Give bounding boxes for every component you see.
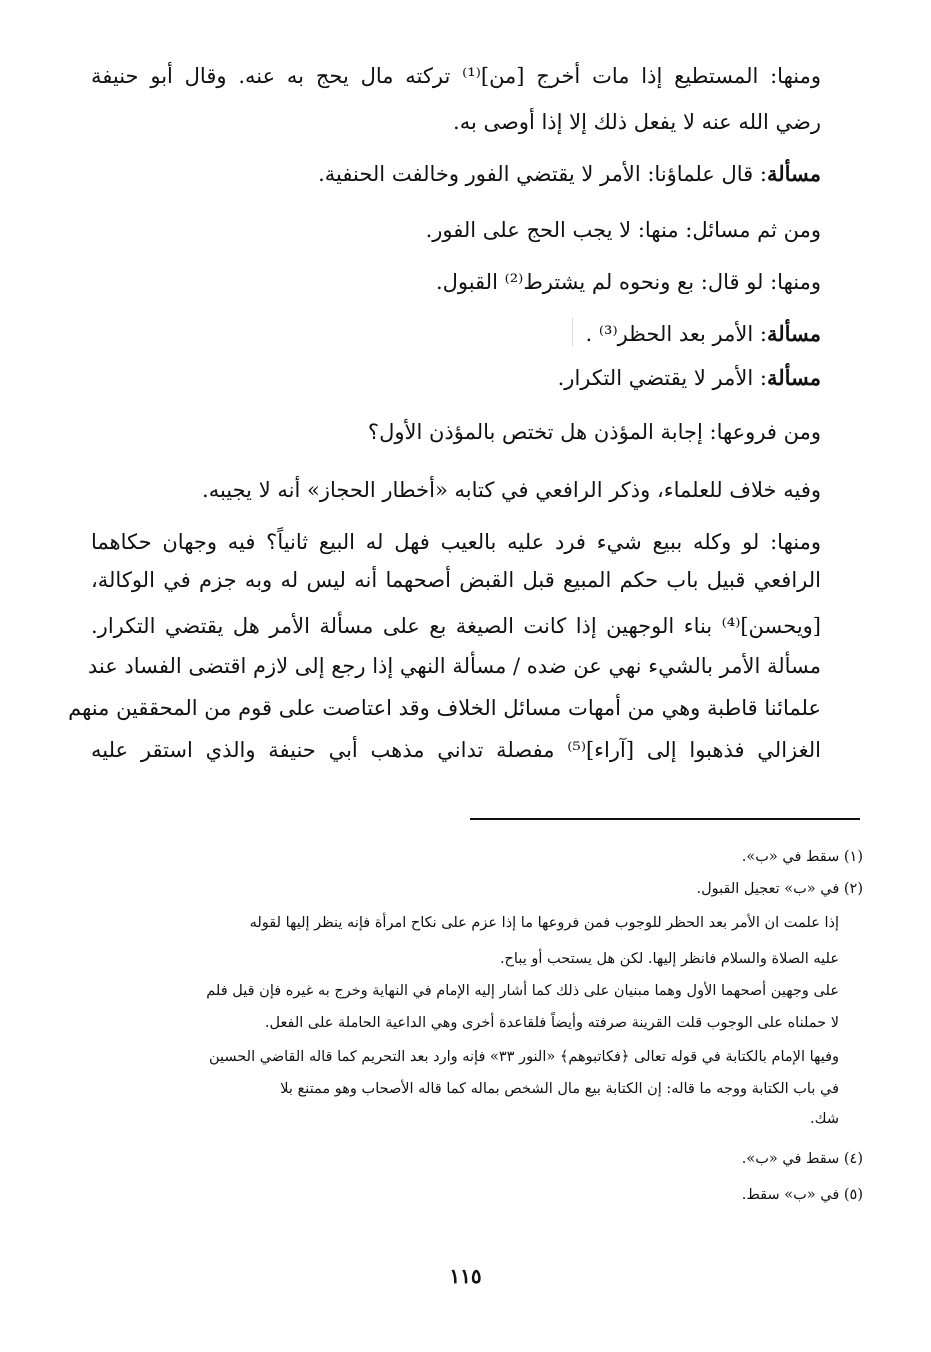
body-line-7	[558, 364, 821, 392]
body-line-10: ومنها: لو وكله ببيع شيء فرد عليه بالعيب فهل له البيع ثانياً؟ فيه وجهان حكاهما	[91, 530, 821, 554]
body-line-5: ومنها: لو قال: بع ونحوه لم يشترط⁽²⁾ القبول.	[435, 270, 821, 294]
body-line-6	[586, 320, 822, 348]
footnote-3-line-6: في باب الكتابة ووجه ما قاله: إن الكتابة بيع مال الشخص بماله كما قاله الأصحاب وهو ممتنع بلا	[280, 1081, 839, 1097]
footnote-1: (١) سقط في «ب».	[741, 849, 863, 865]
body-line-11: الرافعي قبيل باب حكم المبيع قبل القبض أصحهما أنه ليس له وبه جزم في الوكالة،	[91, 568, 821, 592]
body-line-1: ومنها: المستطيع إذا مات أخرج [من]⁽¹⁾ تركته مال يحج به عنه. وقال أبو حنيفة	[91, 64, 821, 88]
footnote-3-line-3: على وجهين أصحهما الأول وهما مبنيان على ذلك كما أشار إليه الإمام في النهاية وخرج به غيره فإن قيل فلم	[206, 983, 839, 999]
page-number: ١١٥	[449, 1264, 482, 1288]
footnote-divider	[470, 818, 860, 820]
issue-heading: مسألة	[766, 161, 821, 186]
scan-mark	[572, 318, 573, 346]
issue-text: : الأمر بعد الحظر⁽³⁾ .	[585, 322, 767, 346]
issue-text: : قال علماؤنا: الأمر لا يقتضي الفور وخالفت الحنفية.	[318, 162, 767, 186]
body-line-13: مسألة الأمر بالشيء نهي عن ضده / مسألة النهي إذا رجع إلى لازم اقتضى الفساد عند	[87, 654, 821, 678]
body-line-14: علمائنا قاطبة وهي من أمهات مسائل الخلاف وقد اعتاصت على قوم من المحققين منهم	[68, 696, 821, 720]
footnote-4: (٤) سقط في «ب».	[741, 1151, 863, 1167]
body-line-3	[318, 160, 821, 188]
issue-heading: مسألة	[766, 321, 821, 346]
body-line-15: الغزالي فذهبوا إلى [آراء]⁽⁵⁾ مفصلة تداني مذهب أبي حنيفة والذي استقر عليه	[91, 738, 821, 762]
footnote-3-line-1: إذا علمت ان الأمر بعد الحظر للوجوب فمن فروعها ما إذا عزم على نكاح امرأة فإنه ينظر إليها لقوله	[249, 915, 839, 931]
footnote-3-line-5: وفيها الإمام بالكتابة في قوله تعالى ﴿فكاتبوهم﴾ «النور ٣٣» فإنه وارد بعد التحريم كما قاله القاضي الحسين	[208, 1049, 839, 1065]
footnote-2: (٢) في «ب» تعجيل القبول.	[696, 881, 863, 897]
footnote-3-line-2: عليه الصلاة والسلام فانظر إليها. لكن هل يستحب أو يباح.	[499, 951, 839, 967]
body-line-12: [ويحسن]⁽⁴⁾ بناء الوجهين إذا كانت الصيغة بع على مسألة الأمر هل يقتضي التكرار.	[91, 614, 821, 638]
issue-text: : الأمر لا يقتضي التكرار.	[557, 366, 767, 390]
footnote-5: (٥) في «ب» سقط.	[741, 1187, 863, 1203]
footnote-3-line-7: شك.	[810, 1111, 839, 1127]
body-line-8: ومن فروعها: إجابة المؤذن هل تختص بالمؤذن الأول؟	[367, 420, 821, 444]
footnote-3-line-4: لا حملناه على الوجوب قلت القرينة صرفته وأيضاً فلقاعدة أخرى وهي الداعية الحاملة على الفعل.	[264, 1015, 839, 1031]
body-line-2: رضي الله عنه لا يفعل ذلك إلا إذا أوصى به.	[453, 110, 821, 134]
body-line-4: ومن ثم مسائل: منها: لا يجب الحج على الفور.	[425, 218, 821, 242]
issue-heading: مسألة	[766, 365, 821, 390]
body-line-9: وفيه خلاف للعلماء، وذكر الرافعي في كتابه «أخطار الحجاز» أنه لا يجيبه.	[202, 478, 821, 502]
